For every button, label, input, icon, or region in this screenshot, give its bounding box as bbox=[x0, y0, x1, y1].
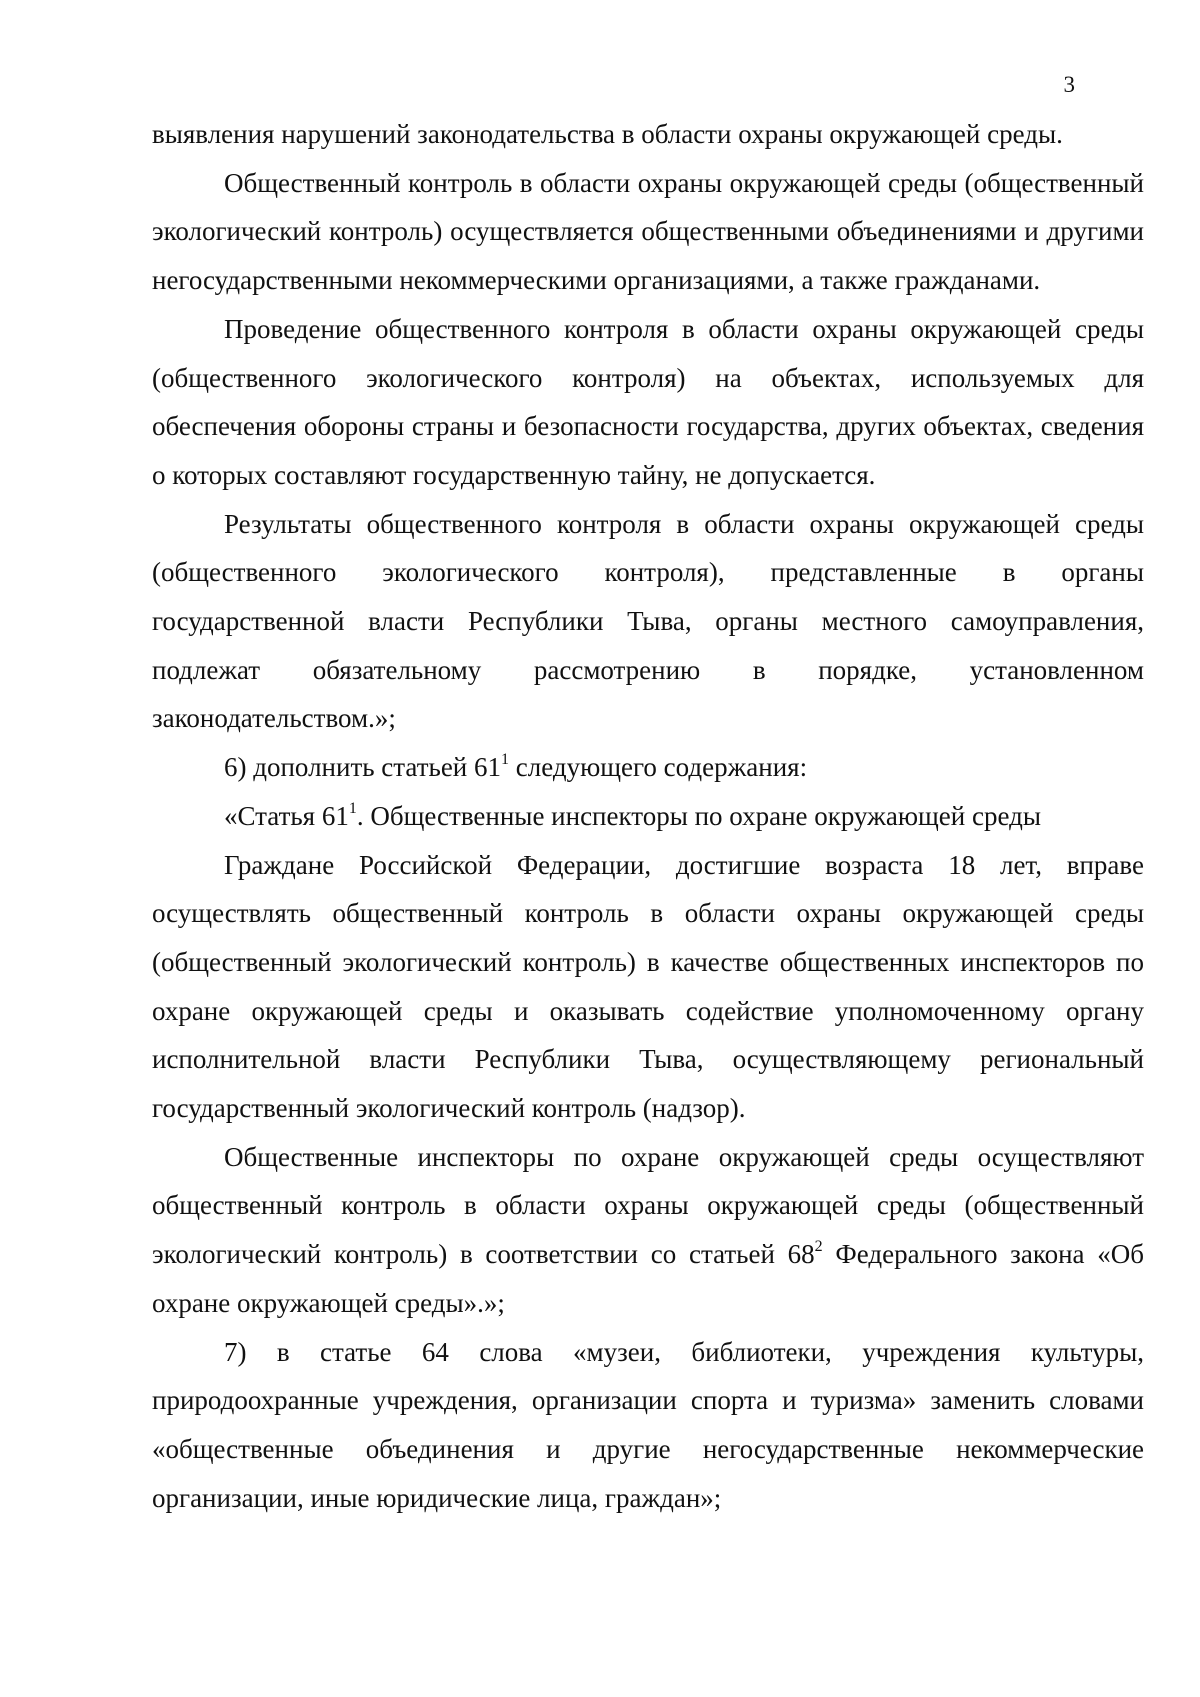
article-heading-text: «Статья 61 bbox=[224, 800, 349, 831]
page-number: 3 bbox=[1063, 72, 1075, 97]
amendment-6-text-end: следующего содержания: bbox=[509, 752, 808, 783]
amendment-6-text: 6) дополнить статьей 61 bbox=[224, 752, 502, 783]
paragraph-results: Результаты общественного контроля в области охраны окружающей среды (общественного экологического контроля), представленные в органы государственной власти Республики Тыва, органы местного самоуправления, подлежат обязательному рассмотрению в порядке, установленном законодательством.»; bbox=[152, 508, 1144, 734]
inspectors-superscript: 2 bbox=[814, 1238, 823, 1256]
paragraph-continuation: выявления нарушений законодательства в области охраны окружающей среды. bbox=[152, 119, 1063, 149]
article-heading-superscript: 1 bbox=[348, 799, 357, 817]
document-body bbox=[152, 110, 1144, 1522]
paragraph-inspectors bbox=[152, 1133, 1144, 1328]
paragraph-citizens: Граждане Российской Федерации, достигшие возраста 18 лет, вправе осуществлять общественный контроль в области охраны окружающей среды (общественный экологический контроль) в качестве общественных инспекторов по охране окружающей среды и оказывать содействие уполномоченному органу исполнительной власти Республики Тыва, осуществляющему региональный государственный экологический контроль (надзор). bbox=[152, 849, 1144, 1124]
paragraph-amendment-7: 7) в статье 64 слова «музеи, библиотеки, учреждения культуры, природоохранные учреждения, организации спорта и туризма» заменить словами «общественные объединения и другие негосударственные некоммерческие организации, иные юридические лица, граждан»; bbox=[152, 1336, 1144, 1513]
amendment-6-superscript: 1 bbox=[501, 751, 510, 769]
paragraph-public-control: Общественный контроль в области охраны окружающей среды (общественный экологический контроль) осуществляется общественными объединениями и другими негосударственными некоммерческими организациями, а также гражданами. bbox=[152, 167, 1144, 296]
paragraph-amendment-6 bbox=[152, 743, 1144, 792]
inspectors-text-end: Федерального закона «Об охране окружающей среды».»; bbox=[152, 1239, 1144, 1318]
article-heading bbox=[152, 792, 1144, 841]
inspectors-text: Общественные инспекторы по охране окружающей среды осуществляют общественный контроль в области охраны окружающей среды (общественный экологический контроль) в соответствии со статьей 68 bbox=[152, 1141, 1144, 1270]
article-heading-title: . Общественные инспекторы по охране окружающей среды bbox=[356, 800, 1041, 831]
paragraph-restriction: Проведение общественного контроля в области охраны окружающей среды (общественного экологического контроля) на объектах, используемых для обеспечения обороны страны и безопасности государства, других объектах, сведения о которых составляют государственную тайну, не допускается. bbox=[152, 313, 1144, 490]
